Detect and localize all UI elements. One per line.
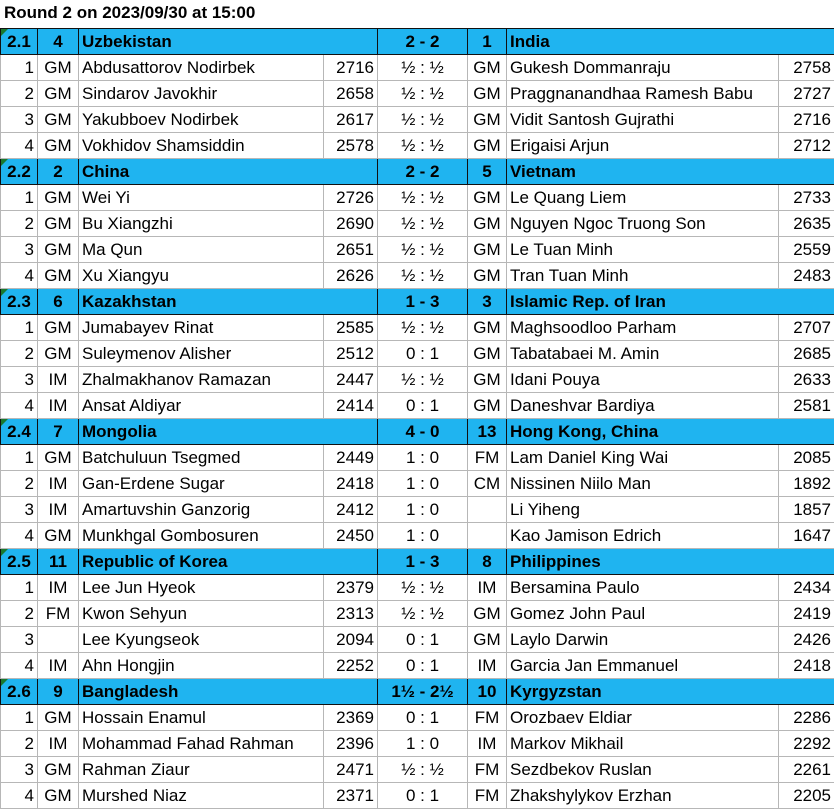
home-player-rating: 2252 xyxy=(324,653,378,679)
match-number: 2.4 xyxy=(1,419,38,445)
away-player-rating: 2707 xyxy=(779,315,834,341)
home-player-rating: 2369 xyxy=(324,705,378,731)
match-score: 4 - 0 xyxy=(378,419,468,445)
away-player-rating: 2716 xyxy=(779,107,834,133)
board-number: 4 xyxy=(1,523,38,549)
away-player-title: GM xyxy=(468,367,507,393)
board-result: ½ : ½ xyxy=(378,211,468,237)
board-row xyxy=(1,627,834,653)
home-player-name: Rahman Ziaur xyxy=(79,757,324,783)
away-player-name: Markov Mikhail xyxy=(507,731,779,757)
match-header-row xyxy=(1,289,834,315)
home-player-name: Ansat Aldiyar xyxy=(79,393,324,419)
board-number: 1 xyxy=(1,315,38,341)
home-player-title: GM xyxy=(38,757,79,783)
board-row xyxy=(1,523,834,549)
home-player-rating: 2418 xyxy=(324,471,378,497)
home-player-title: GM xyxy=(38,55,79,81)
home-player-rating: 2396 xyxy=(324,731,378,757)
away-player-rating: 2559 xyxy=(779,237,834,263)
board-number: 1 xyxy=(1,185,38,211)
away-player-rating: 1857 xyxy=(779,497,834,523)
pairings-table xyxy=(0,28,834,809)
board-row xyxy=(1,107,834,133)
away-player-rating: 2261 xyxy=(779,757,834,783)
away-player-name: Li Yiheng xyxy=(507,497,779,523)
board-result: ½ : ½ xyxy=(378,757,468,783)
home-team-rank: 2 xyxy=(38,159,79,185)
board-row xyxy=(1,367,834,393)
home-player-rating: 2658 xyxy=(324,81,378,107)
home-player-title: GM xyxy=(38,211,79,237)
board-result: ½ : ½ xyxy=(378,81,468,107)
match-header-row xyxy=(1,159,834,185)
home-team-rank: 4 xyxy=(38,29,79,55)
away-player-rating: 2419 xyxy=(779,601,834,627)
board-row xyxy=(1,393,834,419)
board-row xyxy=(1,341,834,367)
away-player-title: CM xyxy=(468,471,507,497)
away-player-rating: 2286 xyxy=(779,705,834,731)
home-player-title: IM xyxy=(38,731,79,757)
home-player-rating: 2578 xyxy=(324,133,378,159)
board-number: 2 xyxy=(1,341,38,367)
away-player-name: Kao Jamison Edrich xyxy=(507,523,779,549)
home-player-name: Ma Qun xyxy=(79,237,324,263)
home-player-title: IM xyxy=(38,575,79,601)
home-player-title: GM xyxy=(38,445,79,471)
away-player-rating: 2635 xyxy=(779,211,834,237)
board-number: 3 xyxy=(1,367,38,393)
away-player-title: GM xyxy=(468,237,507,263)
away-player-title: FM xyxy=(468,757,507,783)
away-player-rating: 2085 xyxy=(779,445,834,471)
home-player-title: IM xyxy=(38,653,79,679)
board-row xyxy=(1,211,834,237)
board-result: 0 : 1 xyxy=(378,783,468,809)
away-team-rank: 10 xyxy=(468,679,507,705)
away-player-rating: 1892 xyxy=(779,471,834,497)
away-team-name: Philippines xyxy=(507,549,834,575)
match-header-row xyxy=(1,679,834,705)
away-player-title: GM xyxy=(468,211,507,237)
away-player-title xyxy=(468,523,507,549)
away-team-name: Hong Kong, China xyxy=(507,419,834,445)
away-player-rating: 2633 xyxy=(779,367,834,393)
board-number: 3 xyxy=(1,757,38,783)
away-player-name: Le Quang Liem xyxy=(507,185,779,211)
board-result: ½ : ½ xyxy=(378,55,468,81)
home-player-name: Mohammad Fahad Rahman xyxy=(79,731,324,757)
board-row xyxy=(1,263,834,289)
home-player-rating: 2412 xyxy=(324,497,378,523)
away-player-name: Orozbaev Eldiar xyxy=(507,705,779,731)
board-result: 1 : 0 xyxy=(378,497,468,523)
board-row xyxy=(1,757,834,783)
away-player-name: Lam Daniel King Wai xyxy=(507,445,779,471)
away-player-title: GM xyxy=(468,107,507,133)
board-row xyxy=(1,55,834,81)
away-team-rank: 8 xyxy=(468,549,507,575)
board-row xyxy=(1,731,834,757)
home-player-rating: 2447 xyxy=(324,367,378,393)
away-player-rating: 2733 xyxy=(779,185,834,211)
match-score: 1½ - 2½ xyxy=(378,679,468,705)
home-player-rating: 2313 xyxy=(324,601,378,627)
home-team-rank: 11 xyxy=(38,549,79,575)
board-row xyxy=(1,237,834,263)
page-title: Round 2 on 2023/09/30 at 15:00 xyxy=(4,0,255,26)
away-player-name: Zhakshylykov Erzhan xyxy=(507,783,779,809)
home-player-title: GM xyxy=(38,185,79,211)
match-number: 2.3 xyxy=(1,289,38,315)
home-player-title: GM xyxy=(38,81,79,107)
home-player-title: GM xyxy=(38,315,79,341)
board-number: 1 xyxy=(1,575,38,601)
away-player-name: Maghsoodloo Parham xyxy=(507,315,779,341)
away-player-name: Idani Pouya xyxy=(507,367,779,393)
away-player-title xyxy=(468,497,507,523)
away-player-title: GM xyxy=(468,81,507,107)
match-header-row xyxy=(1,419,834,445)
away-player-name: Le Tuan Minh xyxy=(507,237,779,263)
home-player-rating: 2651 xyxy=(324,237,378,263)
away-team-name: India xyxy=(507,29,834,55)
board-result: 1 : 0 xyxy=(378,471,468,497)
board-row xyxy=(1,653,834,679)
away-player-rating: 2292 xyxy=(779,731,834,757)
board-row xyxy=(1,575,834,601)
match-header-row xyxy=(1,29,834,55)
board-number: 2 xyxy=(1,731,38,757)
away-player-name: Gomez John Paul xyxy=(507,601,779,627)
away-team-name: Islamic Rep. of Iran xyxy=(507,289,834,315)
home-player-name: Lee Kyungseok xyxy=(79,627,324,653)
board-result: ½ : ½ xyxy=(378,185,468,211)
away-player-rating: 2434 xyxy=(779,575,834,601)
board-number: 2 xyxy=(1,601,38,627)
board-result: ½ : ½ xyxy=(378,107,468,133)
board-row xyxy=(1,783,834,809)
away-player-rating: 2758 xyxy=(779,55,834,81)
match-score: 1 - 3 xyxy=(378,289,468,315)
home-team-name: China xyxy=(79,159,378,185)
home-player-rating: 2690 xyxy=(324,211,378,237)
board-row xyxy=(1,445,834,471)
away-player-rating: 2712 xyxy=(779,133,834,159)
board-row xyxy=(1,471,834,497)
home-player-name: Lee Jun Hyeok xyxy=(79,575,324,601)
home-player-rating: 2449 xyxy=(324,445,378,471)
board-number: 3 xyxy=(1,627,38,653)
away-team-name: Vietnam xyxy=(507,159,834,185)
away-player-name: Tran Tuan Minh xyxy=(507,263,779,289)
home-team-rank: 9 xyxy=(38,679,79,705)
home-player-title: GM xyxy=(38,783,79,809)
home-player-rating: 2512 xyxy=(324,341,378,367)
home-player-name: Wei Yi xyxy=(79,185,324,211)
board-row xyxy=(1,185,834,211)
board-row xyxy=(1,601,834,627)
home-player-title: IM xyxy=(38,471,79,497)
away-player-title: GM xyxy=(468,393,507,419)
home-player-name: Hossain Enamul xyxy=(79,705,324,731)
away-player-title: IM xyxy=(468,575,507,601)
away-player-name: Laylo Darwin xyxy=(507,627,779,653)
board-result: 0 : 1 xyxy=(378,653,468,679)
board-number: 2 xyxy=(1,211,38,237)
board-number: 4 xyxy=(1,393,38,419)
home-player-name: Amartuvshin Ganzorig xyxy=(79,497,324,523)
board-number: 4 xyxy=(1,263,38,289)
home-player-rating: 2471 xyxy=(324,757,378,783)
away-player-name: Praggnanandhaa Ramesh Babu xyxy=(507,81,779,107)
away-player-rating: 2727 xyxy=(779,81,834,107)
away-team-name: Kyrgyzstan xyxy=(507,679,834,705)
board-result: 1 : 0 xyxy=(378,731,468,757)
away-team-rank: 3 xyxy=(468,289,507,315)
board-result: ½ : ½ xyxy=(378,133,468,159)
home-player-name: Sindarov Javokhir xyxy=(79,81,324,107)
away-player-rating: 2418 xyxy=(779,653,834,679)
home-player-rating: 2414 xyxy=(324,393,378,419)
board-result: ½ : ½ xyxy=(378,575,468,601)
away-player-name: Tabatabaei M. Amin xyxy=(507,341,779,367)
away-player-title: GM xyxy=(468,315,507,341)
away-player-rating: 2581 xyxy=(779,393,834,419)
board-row xyxy=(1,705,834,731)
home-player-title: GM xyxy=(38,263,79,289)
home-team-name: Republic of Korea xyxy=(79,549,378,575)
home-player-title: GM xyxy=(38,107,79,133)
match-number: 2.2 xyxy=(1,159,38,185)
home-player-title: GM xyxy=(38,523,79,549)
away-player-rating: 2426 xyxy=(779,627,834,653)
board-row xyxy=(1,497,834,523)
match-score: 2 - 2 xyxy=(378,159,468,185)
away-player-rating: 2205 xyxy=(779,783,834,809)
board-number: 2 xyxy=(1,471,38,497)
match-header-row xyxy=(1,549,834,575)
board-result: ½ : ½ xyxy=(378,263,468,289)
home-team-name: Kazakhstan xyxy=(79,289,378,315)
home-player-name: Xu Xiangyu xyxy=(79,263,324,289)
away-player-name: Vidit Santosh Gujrathi xyxy=(507,107,779,133)
match-score: 1 - 3 xyxy=(378,549,468,575)
match-number: 2.1 xyxy=(1,29,38,55)
home-player-name: Vokhidov Shamsiddin xyxy=(79,133,324,159)
match-number: 2.5 xyxy=(1,549,38,575)
home-player-title: FM xyxy=(38,601,79,627)
home-player-name: Yakubboev Nodirbek xyxy=(79,107,324,133)
away-player-title: GM xyxy=(468,185,507,211)
home-player-title: IM xyxy=(38,497,79,523)
home-player-rating: 2626 xyxy=(324,263,378,289)
home-player-title: IM xyxy=(38,367,79,393)
match-score: 2 - 2 xyxy=(378,29,468,55)
home-player-rating: 2716 xyxy=(324,55,378,81)
away-player-title: GM xyxy=(468,133,507,159)
home-player-name: Gan-Erdene Sugar xyxy=(79,471,324,497)
home-player-name: Bu Xiangzhi xyxy=(79,211,324,237)
home-player-title: GM xyxy=(38,133,79,159)
away-player-title: GM xyxy=(468,263,507,289)
home-player-title: GM xyxy=(38,705,79,731)
home-player-rating: 2371 xyxy=(324,783,378,809)
board-row xyxy=(1,315,834,341)
home-team-name: Uzbekistan xyxy=(79,29,378,55)
board-number: 4 xyxy=(1,653,38,679)
away-player-title: GM xyxy=(468,627,507,653)
away-player-rating: 2483 xyxy=(779,263,834,289)
board-result: ½ : ½ xyxy=(378,315,468,341)
home-team-name: Bangladesh xyxy=(79,679,378,705)
away-player-title: FM xyxy=(468,783,507,809)
home-player-title xyxy=(38,627,79,653)
home-player-rating: 2617 xyxy=(324,107,378,133)
away-player-title: GM xyxy=(468,601,507,627)
board-result: ½ : ½ xyxy=(378,367,468,393)
board-result: ½ : ½ xyxy=(378,601,468,627)
home-player-name: Murshed Niaz xyxy=(79,783,324,809)
home-player-title: GM xyxy=(38,341,79,367)
away-player-title: FM xyxy=(468,445,507,471)
home-player-rating: 2726 xyxy=(324,185,378,211)
away-player-name: Garcia Jan Emmanuel xyxy=(507,653,779,679)
away-player-name: Nissinen Niilo Man xyxy=(507,471,779,497)
board-row xyxy=(1,133,834,159)
away-player-title: FM xyxy=(468,705,507,731)
board-number: 1 xyxy=(1,445,38,471)
home-player-name: Suleymenov Alisher xyxy=(79,341,324,367)
board-number: 2 xyxy=(1,81,38,107)
home-team-rank: 6 xyxy=(38,289,79,315)
board-number: 1 xyxy=(1,705,38,731)
away-player-name: Gukesh Dommanraju xyxy=(507,55,779,81)
away-player-title: IM xyxy=(468,731,507,757)
away-player-title: GM xyxy=(468,341,507,367)
away-player-name: Nguyen Ngoc Truong Son xyxy=(507,211,779,237)
board-result: 0 : 1 xyxy=(378,627,468,653)
board-result: 0 : 1 xyxy=(378,393,468,419)
away-player-name: Sezdbekov Ruslan xyxy=(507,757,779,783)
home-player-name: Abdusattorov Nodirbek xyxy=(79,55,324,81)
home-player-title: GM xyxy=(38,237,79,263)
away-player-name: Erigaisi Arjun xyxy=(507,133,779,159)
board-result: 1 : 0 xyxy=(378,445,468,471)
away-player-title: IM xyxy=(468,653,507,679)
home-player-rating: 2094 xyxy=(324,627,378,653)
away-player-name: Daneshvar Bardiya xyxy=(507,393,779,419)
home-player-name: Jumabayev Rinat xyxy=(79,315,324,341)
board-number: 3 xyxy=(1,497,38,523)
match-number: 2.6 xyxy=(1,679,38,705)
home-player-name: Kwon Sehyun xyxy=(79,601,324,627)
board-row xyxy=(1,81,834,107)
away-player-title: GM xyxy=(468,55,507,81)
away-player-rating: 2685 xyxy=(779,341,834,367)
away-team-rank: 1 xyxy=(468,29,507,55)
home-team-rank: 7 xyxy=(38,419,79,445)
board-result: 1 : 0 xyxy=(378,523,468,549)
board-number: 4 xyxy=(1,783,38,809)
home-player-rating: 2585 xyxy=(324,315,378,341)
home-player-rating: 2450 xyxy=(324,523,378,549)
home-player-name: Zhalmakhanov Ramazan xyxy=(79,367,324,393)
board-result: ½ : ½ xyxy=(378,237,468,263)
board-number: 3 xyxy=(1,237,38,263)
home-player-name: Ahn Hongjin xyxy=(79,653,324,679)
board-number: 4 xyxy=(1,133,38,159)
away-player-rating: 1647 xyxy=(779,523,834,549)
away-player-name: Bersamina Paulo xyxy=(507,575,779,601)
board-result: 0 : 1 xyxy=(378,341,468,367)
home-team-name: Mongolia xyxy=(79,419,378,445)
home-player-title: IM xyxy=(38,393,79,419)
home-player-name: Munkhgal Gombosuren xyxy=(79,523,324,549)
away-team-rank: 13 xyxy=(468,419,507,445)
home-player-rating: 2379 xyxy=(324,575,378,601)
board-number: 1 xyxy=(1,55,38,81)
away-team-rank: 5 xyxy=(468,159,507,185)
home-player-name: Batchuluun Tsegmed xyxy=(79,445,324,471)
board-result: 0 : 1 xyxy=(378,705,468,731)
board-number: 3 xyxy=(1,107,38,133)
